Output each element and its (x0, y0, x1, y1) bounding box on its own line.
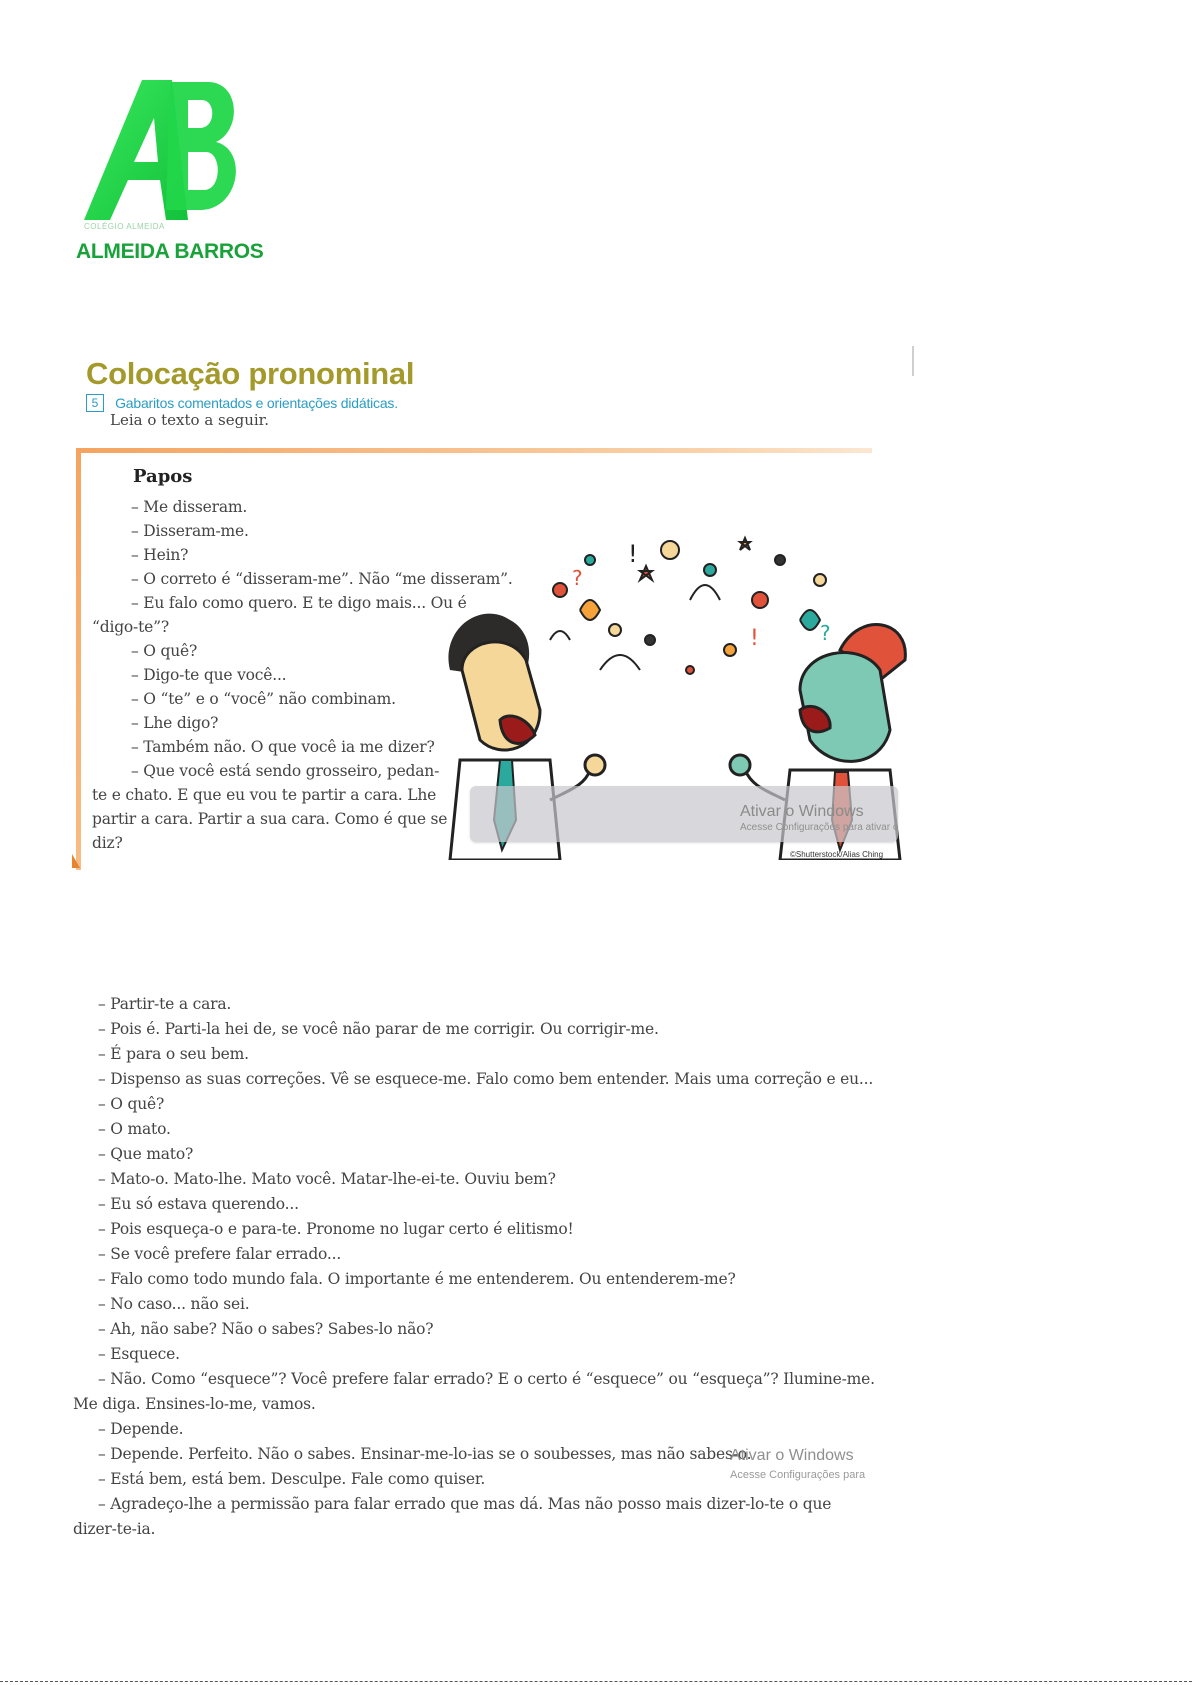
poem-line: – Me disseram. (131, 498, 248, 516)
poem-title: Papos (133, 466, 193, 487)
poem-line: – Lhe digo? (131, 714, 219, 732)
dialogue-line: – O mato. (98, 1120, 171, 1138)
dialogue-line: – O quê? (98, 1095, 165, 1113)
poem-line: te e chato. E que eu vou te partir a cara. Lhe (92, 786, 437, 804)
ab-logo-icon (70, 70, 240, 230)
poem-line: diz? (92, 834, 123, 852)
page-edge-divider (912, 346, 914, 376)
dialogue-line: – Não. Como “esquece”? Você prefere falar errado? E o certo é “esquece” ou “esqueça”? Ilumine-me. (98, 1370, 875, 1388)
dialogue-line: – É para o seu bem. (98, 1045, 249, 1063)
frame-left-border (76, 448, 81, 870)
svg-text:!: ! (628, 540, 638, 568)
dialogue-line: dizer-te-ia. (73, 1520, 156, 1538)
poem-line: – O quê? (131, 642, 198, 660)
logo-small-text: COLÉGIO ALMEIDA (84, 222, 165, 231)
dialogue-line: – Depende. Perfeito. Não o sabes. Ensinar-me-lo-ias se o soubesses, mas não sabes-o. (98, 1445, 752, 1463)
dialogue-line: – Partir-te a cara. (98, 995, 232, 1013)
dialogue-line: – Depende. (98, 1420, 184, 1438)
dialogue-line: – Que mato? (98, 1145, 194, 1163)
poem-line: – Digo-te que você... (131, 666, 287, 684)
dialogue-line: – Dispenso as suas correções. Vê se esquece-me. Falo como bem entender. Mais uma correção e eu... (98, 1070, 874, 1088)
dialogue-line: – Mato-o. Mato-lhe. Mato você. Matar-lhe-ei-te. Ouviu bem? (98, 1170, 556, 1188)
poem-line: partir a cara. Partir a sua cara. Como é que se (92, 810, 448, 828)
poem-line: – Disseram-me. (131, 522, 249, 540)
poem-line: “digo-te”? (92, 618, 169, 636)
frame-corner-mark (72, 854, 80, 868)
dialogue-line: – Eu só estava querendo... (98, 1195, 299, 1213)
svg-text:?: ? (572, 566, 583, 590)
dialogue-line: Me diga. Ensines-lo-me, vamos. (73, 1395, 316, 1413)
dialogue-line: – Falo como todo mundo fala. O importante é me entenderem. Ou entenderem-me? (98, 1270, 736, 1288)
section-title: Colocação pronominal (86, 356, 415, 391)
poem-line: – Que você está sendo grosseiro, pedan- (131, 762, 440, 780)
watermark-title-2: Ativar o Windows (730, 1447, 854, 1464)
logo-school-name: ALMEIDA BARROS (76, 240, 264, 263)
poem-line: – O “te” e o “você” não combinam. (131, 690, 396, 708)
poem-line: – O correto é “disseram-me”. Não “me disseram”. (131, 570, 513, 588)
dialogue-line: – Ah, não sabe? Não o sabes? Sabes-lo não? (98, 1320, 434, 1338)
subtitle-row (86, 392, 398, 410)
dialogue-line: – Esquece. (98, 1345, 180, 1363)
poem-line: – Hein? (131, 546, 189, 564)
svg-text:?: ? (820, 621, 831, 645)
page-bottom-border (0, 1681, 1192, 1682)
dialogue-line: – No caso... não sei. (98, 1295, 250, 1313)
image-credit: ©Shutterstock/Alias Ching (790, 850, 884, 859)
school-logo (70, 70, 264, 270)
watermark-subtitle-2: Acesse Configurações para (730, 1469, 866, 1481)
speech-doodles-icon (550, 538, 831, 674)
dialogue-line: – Pois é. Parti-la hei de, se você não parar de me corrigir. Ou corrigir-me. (98, 1020, 659, 1038)
subtitle-number-badge: 5 (86, 394, 104, 412)
dialogue-line: – Agradeço-lhe a permissão para falar errado que mas dá. Mas não posso mais dizer-lo-te o que (98, 1495, 832, 1513)
subtitle-text: Gabaritos comentados e orientações didáticas. (115, 394, 398, 411)
poem-line: – Também não. O que você ia me dizer? (131, 738, 435, 756)
dialogue-line: – Pois esqueça-o e para-te. Pronome no lugar certo é elitismo! (98, 1220, 574, 1238)
instruction-text: Leia o texto a seguir. (110, 411, 269, 429)
frame-top-border (76, 448, 872, 453)
dialogue-line: – Se você prefere falar errado... (98, 1245, 342, 1263)
dialogue-line: – Está bem, está bem. Desculpe. Fale como quiser. (98, 1470, 486, 1488)
watermark-title: Ativar o Windows (740, 803, 864, 820)
svg-text:!: ! (750, 626, 759, 651)
poem-line: – Eu falo como quero. E te digo mais... Ou é (131, 594, 467, 612)
watermark-subtitle: Acesse Configurações para ativar o (740, 822, 899, 833)
